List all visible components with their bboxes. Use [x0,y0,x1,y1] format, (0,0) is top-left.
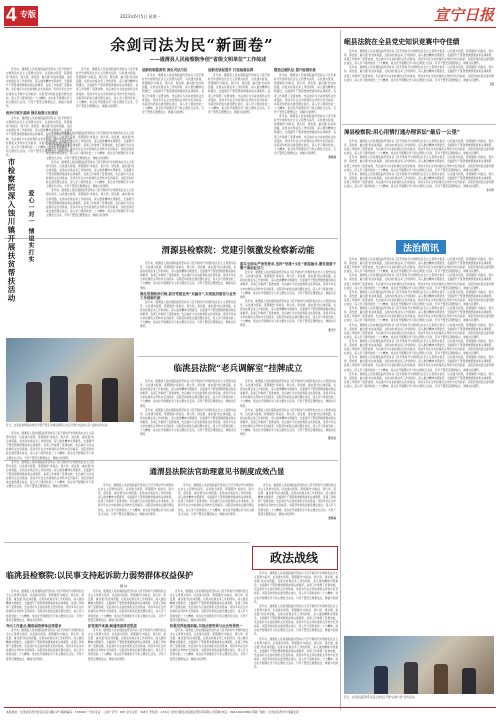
lintao-jcy-byline: 魏 林 [120,584,127,588]
tongwei-court-col-2: 近年来，通渭县人民检察院始终坚持以习近平新时代中国特色社会主义思想为指导，以党建为统领，紧紧围绕“讲政治、顾大局、谋发展、重自强”的总体思路，在抓实检察业务工作的同时，深入推进精神文明建设，全面提升干警思想道德素质和法律素养，各项工作取得了显著成效，先后被评为全省检察机关先进集体，连续多年在全市检察机关考核中名列前茅。该院坚持把政治建设摆在首位，深入学习贯彻党的二十大精神，常态化开展理论学习和主题党日活动，引导干警坚定理想信念、厚植为民情怀。 [178,484,254,516]
zhengfa-title: 政法战线 [269,551,318,565]
lintao-hang-title: 临洮县法院“老兵调解室”挂牌成立 [173,364,303,374]
lintao-hang-col-2: 近年来，通渭县人民检察院始终坚持以习近平新时代中国特色社会主义思想为指导，以党建为统领，紧紧围绕“讲政治、顾大局、谋发展、重自强”的总体思路，在抓实检察业务工作的同时，深入推进精神文明建设，全面提升干警思想道德素质和法律素养，各项工作取得了显著成效，先后被评为全省检察机关先进集体，连续多年在全市检察机关考核中名列前茅。该院坚持把政治建设摆在首位，深入学习贯彻党的二十大精神，常态化开展理论学习和主题党日活动，引导干警坚定理想信念、厚植为民情怀。 近年来，通渭县人民检察院始终坚持以习近平新时代中国特色社会主义思想为指导，以党建为统领，紧紧围绕“讲政治、顾大局、谋发展、重自强”的总体思路，在抓实检察业务工作的同时，深入推进精神文明建设，全面提升干警思想道德素质和法律素养，各项工作取得了显著成效，先后被评为全省检察机关先进集体，连续多年在全市检察机关考核中名列前茅。该院坚持把政治建设摆在首位，深入学习贯彻党的二十大精神，常态化开展理论学习和主题党日活动，引导干警坚定理想信念、厚植为民情怀。 陈丹亮 [240,380,336,441]
weiyuan-col-2: 落实全面从严治党要求,坚持“党建+文化”深度融合,激发检察干警干事创业活力 近年来，通渭县人民检察院始终坚持以习近平新时代中国特色社会主义思想为指导，以党建为统领，紧紧围绕“讲政治、顾大局、谋发展、重自强”的总体思路，在抓实检察业务工作的同时，深入推进精神文明建设，全面提升干警思想道德素质和法律素养，各项工作取得了显著成效，先后被评为全省检察机关先进集体，连续多年在全市检察机关考核中名列前茅。该院坚持把政治建设摆在首位，深入学习贯彻党的二十大精神，常态化开展理论学习和主题党日活动，引导干警坚定理想信念、厚植为民情怀。 近年来，通渭县人民检察院始终坚持以习近平新时代中国特色社会主义思想为指导，以党建为统领，紧紧围绕“讲政治、顾大局、谋发展、重自强”的总体思路，在抓实检察业务工作的同时，深入推进精神文明建设，全面提升干警思想道德素质和法律素养，各项工作取得了显著成效，先后被评为全省检察机关先进集体，连续多年在全市检察机关考核中名列前茅。该院坚持把政治建设摆在首位，深入学习贯彻党的二十大精神，常态化开展理论学习和主题党日活动，引导干警坚定理想信念、厚植为民情怀。 张宇宁 [240,262,336,332]
vertical-feature-body: 近年来，通渭县人民检察院始终坚持以习近平新时代中国特色社会主义思想为指导，以党建为统领，紧紧围绕“讲政治、顾大局、谋发展、重自强”的总体思路，在抓实检察业务工作的同时，深入推进精神文明建设，全面提升干警思想道德素质和法律素养，各项工作取得了显著成效，先后被评为全省检察机关先进集体，连续多年在全市检察机关考核中名列前茅。该院坚持把政治建设摆在首位，深入学习贯彻党的二十大精神，常态化开展理论学习和主题党日活动，引导干警坚定理想信念、厚植为民情怀。 近年来，通渭县人民检察院始终坚持以习近平新时代中国特色社会主义思想为指导，以党建为统领，紧紧围绕“讲政治、顾大局、谋发展、重自强”的总体思路，在抓实检察业务工作的同时，深入推进精神文明建设，全面提升干警思想道德素质和法律素养，各项工作取得了显著成效，先后被评为全省检察机关先进集体，连续多年在全市检察机关考核中名列前茅。该院坚持把政治建设摆在首位，深入学习贯彻党的二十大精神，常态化开展理论学习和主题党日活动，引导干警坚定理想信念、厚植为民情怀。 近年来，通渭县人民检察院始终坚持以习近平新时代中国特色社会主义思想为指导，以党建为统领，紧紧围绕“讲政治、顾大局、谋发展、重自强”的总体思路，在抓实检察业务工作的同时，深入推进精神文明建设，全面提升干警思想道德素质和法律素养，各项工作取得了显著成效，先后被评为全省检察机关先进集体，连续多年在全市检察机关考核中名列前茅。该院坚持把政治建设摆在首位，深入学习贯彻党的二十大精神，常态化开展理论学习和主题党日活动，引导干警坚定理想信念、厚植为民情怀。 [46,132,134,217]
minxian-byline: 王涛 [488,82,494,86]
bottom-photo-caption: 近日，庄浪县法院青年法官走进社区开展“法律六进”宣传活动。 [344,696,417,699]
zhengfa-col: 近年来，通渭县人民检察院始终坚持以习近平新时代中国特色社会主义思想为指导，以党建为统领，紧紧围绕“讲政治、顾大局、谋发展、重自强”的总体思路，在抓实检察业务工作的同时，深入推进精神文明建设，全面提升干警思想道德素质和法律素养，各项工作取得了显著成效，先后被评为全省检察机关先进集体，连续多年在全市检察机关考核中名列前茅。该院坚持把政治建设摆在首位，深入学习贯彻党的二十大精神，常态化开展理论学习和主题党日活动，引导干警坚定理想信念、厚植为民情怀。 近年来，通渭县人民检察院始终坚持以习近平新时代中国特色社会主义思想为指导，以党建为统领，紧紧围绕“讲政治、顾大局、谋发展、重自强”的总体思路，在抓实检察业务工作的同时，深入推进精神文明建设，全面提升干警思想道德素质和法律素养，各项工作取得了显著成效，先后被评为全省检察机关先进集体，连续多年在全市检察机关考核中名列前茅。该院坚持把政治建设摆在首位，深入学习贯彻党的二十大精神，常态化开展理论学习和主题党日活动，引导干警坚定理想信念、厚植为民情怀。 近年来，通渭县人民检察院始终坚持以习近平新时代中国特色社会主义思想为指导，以党建为统领，紧紧围绕“讲政治、顾大局、谋发展、重自强”的总体思路，在抓实检察业务工作的同时，深入推进精神文明建设，全面提升干警思想道德素质和法律素养，各项工作取得了显著成效，先后被评为全省检察机关先进集体，连续多年在全市检察机关考核中名列前茅。该院坚持把政治建设摆在首位，深入学习贯彻党的二十大精神，常态化开展理论学习和主题党日活动，引导干警坚定理想信念、厚植为民情怀。 [254,572,338,670]
weiyuan-title: 渭源县检察院：党建引领激发检察新动能 [161,246,315,256]
left-mid-body: 近年来，通渭县人民检察院始终坚持以习近平新时代中国特色社会主义思想为指导，以党建为统领，紧紧围绕“讲政治、顾大局、谋发展、重自强”的总体思路，在抓实检察业务工作的同时，深入推进精神文明建设，全面提升干警思想道德素质和法律素养，各项工作取得了显著成效，先后被评为全省检察机关先进集体，连续多年在全市检察机关考核中名列前茅。该院坚持把政治建设摆在首位，深入学习贯彻党的二十大精神，常态化开展理论学习和主题党日活动，引导干警坚定理想信念、厚植为民情怀。 近年来，通渭县人民检察院始终坚持以习近平新时代中国特色社会主义思想为指导，以党建为统领，紧紧围绕“讲政治、顾大局、谋发展、重自强”的总体思路，在抓实检察业务工作的同时，深入推进精神文明建设，全面提升干警思想道德素质和法律素养，各项工作取得了显著成效，先后被评为全省检察机关先进集体，连续多年在全市检察机关考核中名列前茅。该院坚持把政治建设摆在首位，深入学习贯彻党的二十大精神，常态化开展理论学习和主题党日活动，引导干警坚定理想信念、厚植为民情怀。 [6,432,94,489]
vertical-title-a: 市检察院深入蚀川镇开展扶贫帮扶活动 [7,158,16,303]
lintao-jcy-col-2: 近年来，通渭县人民检察院始终坚持以习近平新时代中国特色社会主义思想为指导，以党建为统领，紧紧围绕“讲政治、顾大局、谋发展、重自强”的总体思路，在抓实检察业务工作的同时，深入推进精神文明建设，全面提升干警思想道德素质和法律素养，各项工作取得了显著成效，先后被评为全省检察机关先进集体，连续多年在全市检察机关考核中名列前茅。该院坚持把政治建设摆在首位，深入学习贯彻党的二十大精神，常态化开展理论学习和主题党日活动，引导干警坚定理想信念、厚植为民情怀。 拓宽案件来源,畅通线索移送渠道 近年来，通渭县人民检察院始终坚持以习近平新时代中国特色社会主义思想为指导，以党建为统领，紧紧围绕“讲政治、顾大局、谋发展、重自强”的总体思路，在抓实检察业务工作的同时，深入推进精神文明建设，全面提升干警思想道德素质和法律素养，各项工作取得了显著成效，先后被评为全省检察机关先进集体，连续多年在全市检察机关考核中名列前茅。该院坚持把政治建设摆在首位，深入学习贯彻党的二十大精神，常态化开展理论学习和主题党日活动，引导干警坚定理想信念、厚植为民情怀。 [88,590,166,661]
zhangxian-title: 漳县检察院:用心用情打通办理诉讼“最后一公里” [344,130,461,136]
page-number: 4 [6,5,17,26]
bottom-photo [344,636,494,694]
legal-brief-title: 法治简讯 [402,244,439,254]
zhangxian-body: 近年来，通渭县人民检察院始终坚持以习近平新时代中国特色社会主义思想为指导，以党建为统领，紧紧围绕“讲政治、顾大局、谋发展、重自强”的总体思路，在抓实检察业务工作的同时，深入推进精神文明建设，全面提升干警思想道德素质和法律素养，各项工作取得了显著成效，先后被评为全省检察机关先进集体，连续多年在全市检察机关考核中名列前茅。该院坚持把政治建设摆在首位，深入学习贯彻党的二十大精神，常态化开展理论学习和主题党日活动，引导干警坚定理想信念、厚植为民情怀。 近年来，通渭县人民检察院始终坚持以习近平新时代中国特色社会主义思想为指导，以党建为统领，紧紧围绕“讲政治、顾大局、谋发展、重自强”的总体思路，在抓实检察业务工作的同时，深入推进精神文明建设，全面提升干警思想道德素质和法律素养，各项工作取得了显著成效，先后被评为全省检察机关先进集体，连续多年在全市检察机关考核中名列前茅。该院坚持把政治建设摆在首位，深入学习贯彻党的二十大精神，常态化开展理论学习和主题党日活动，引导干警坚定理想信念、厚植为民情怀。 近年来，通渭县人民检察院始终坚持以习近平新时代中国特色社会主义思想为指导，以党建为统领，紧紧围绕“讲政治、顾大局、谋发展、重自强”的总体思路，在抓实检察业务工作的同时，深入推进精神文明建设，全面提升干警思想道德素质和法律素养，各项工作取得了显著成效，先后被评为全省检察机关先进集体，连续多年在全市检察机关考核中名列前茅。该院坚持把政治建设摆在首位，深入学习贯彻党的二十大精神，常态化开展理论学习和主题党日活动，引导干警坚定理想信念、厚植为民情怀。 李小军 [344,140,494,193]
weiyuan-col-1: 近年来，通渭县人民检察院始终坚持以习近平新时代中国特色社会主义思想为指导，以党建为统领，紧紧围绕“讲政治、顾大局、谋发展、重自强”的总体思路，在抓实检察业务工作的同时，深入推进精神文明建设，全面提升干警思想道德素质和法律素养，各项工作取得了显著成效，先后被评为全省检察机关先进集体，连续多年在全市检察机关考核中名列前茅。该院坚持把政治建设摆在首位，深入学习贯彻党的二十大精神，常态化开展理论学习和主题党日活动，引导干警坚定理想信念、厚植为民情怀。 强化思想政治引领,抓好党建业务“双融合”,实现组织建设与业务工作同频共振 近年来，通渭县人民检察院始终坚持以习近平新时代中国特色社会主义思想为指导，以党建为统领，紧紧围绕“讲政治、顾大局、谋发展、重自强”的总体思路，在抓实检察业务工作的同时，深入推进精神文明建设，全面提升干警思想道德素质和法律素养，各项工作取得了显著成效，先后被评为全省检察机关先进集体，连续多年在全市检察机关考核中名列前茅。该院坚持把政治建设摆在首位，深入学习贯彻党的二十大精神，常态化开展理论学习和主题党日活动，引导干警坚定理想信念、厚植为民情怀。 [140,262,236,329]
section-name: 专版 [20,10,36,19]
issue-date: 2023年6月5日 星期一 [120,14,161,19]
lead-col-4: 创新发展促提升 打造检察品牌 近年来，通渭县人民检察院始终坚持以习近平新时代中国特色社会主义思想为指导，以党建为统领，紧紧围绕“讲政治、顾大局、谋发展、重自强”的总体思路，在抓实检察业务工作的同时，深入推进精神文明建设，全面提升干警思想道德素质和法律素养，各项工作取得了显著成效，先后被评为全省检察机关先进集体，连续多年在全市检察机关考核中名列前茅。该院坚持把政治建设摆在首位，深入学习贯彻党的二十大精神，常态化开展理论学习和主题党日活动，引导干警坚定理想信念、厚植为民情怀。 [208,68,270,114]
lintao-jcy-col-1: 近年来，通渭县人民检察院始终坚持以习近平新时代中国特色社会主义思想为指导，以党建为统领，紧紧围绕“讲政治、顾大局、谋发展、重自强”的总体思路，在抓实检察业务工作的同时，深入推进精神文明建设，全面提升干警思想道德素质和法律素养，各项工作取得了显著成效，先后被评为全省检察机关先进集体，连续多年在全市检察机关考核中名列前茅。该院坚持把政治建设摆在首位，深入学习贯彻党的二十大精神，常态化开展理论学习和主题党日活动，引导干警坚定理想信念、厚植为民情怀。 突出工作重点,聚焦弱势群体法律需求 近年来，通渭县人民检察院始终坚持以习近平新时代中国特色社会主义思想为指导，以党建为统领，紧紧围绕“讲政治、顾大局、谋发展、重自强”的总体思路，在抓实检察业务工作的同时，深入推进精神文明建设，全面提升干警思想道德素质和法律素养，各项工作取得了显著成效，先后被评为全省检察机关先进集体，连续多年在全市检察机关考核中名列前茅。该院坚持把政治建设摆在首位，深入学习贯彻党的二十大精神，常态化开展理论学习和主题党日活动，引导干警坚定理想信念、厚植为民情怀。 [6,590,84,661]
tongwei-court-col-3: 近年来，通渭县人民检察院始终坚持以习近平新时代中国特色社会主义思想为指导，以党建为统领，紧紧围绕“讲政治、顾大局、谋发展、重自强”的总体思路，在抓实检察业务工作的同时，深入推进精神文明建设，全面提升干警思想道德素质和法律素养，各项工作取得了显著成效，先后被评为全省检察机关先进集体，连续多年在全市检察机关考核中名列前茅。该院坚持把政治建设摆在首位，深入学习贯彻党的二十大精神，常态化开展理论学习和主题党日活动，引导干警坚定理想信念、厚植为民情怀。 张鸿基 [258,484,336,520]
header-rule [4,27,496,28]
divider [4,542,250,543]
vertical-title-b: 爱心一对一 情谊实打实 [27,190,34,264]
lintao-hang-col-1: 近年来，通渭县人民检察院始终坚持以习近平新时代中国特色社会主义思想为指导，以党建为统领，紧紧围绕“讲政治、顾大局、谋发展、重自强”的总体思路，在抓实检察业务工作的同时，深入推进精神文明建设，全面提升干警思想道德素质和法律素养，各项工作取得了显著成效，先后被评为全省检察机关先进集体，连续多年在全市检察机关考核中名列前茅。该院坚持把政治建设摆在首位，深入学习贯彻党的二十大精神，常态化开展理论学习和主题党日活动，引导干警坚定理想信念、厚植为民情怀。 近年来，通渭县人民检察院始终坚持以习近平新时代中国特色社会主义思想为指导，以党建为统领，紧紧围绕“讲政治、顾大局、谋发展、重自强”的总体思路，在抓实检察业务工作的同时，深入推进精神文明建设，全面提升干警思想道德素质和法律素养，各项工作取得了显著成效，先后被评为全省检察机关先进集体，连续多年在全市检察机关考核中名列前茅。该院坚持把政治建设摆在首位，深入学习贯彻党的二十大精神，常态化开展理论学习和主题党日活动，引导干警坚定理想信念、厚植为民情怀。 [140,380,236,437]
lead-col-5: 锻造过硬队伍 提升检察形象 近年来，通渭县人民检察院始终坚持以习近平新时代中国特色社会主义思想为指导，以党建为统领，紧紧围绕“讲政治、顾大局、谋发展、重自强”的总体思路，在抓实检察业务工作的同时，深入推进精神文明建设，全面提升干警思想道德素质和法律素养，各项工作取得了显著成效，先后被评为全省检察机关先进集体，连续多年在全市检察机关考核中名列前茅。该院坚持把政治建设摆在首位，深入学习贯彻党的二十大精神，常态化开展理论学习和主题党日活动，引导干警坚定理想信念、厚植为民情怀。 近年来，通渭县人民检察院始终坚持以习近平新时代中国特色社会主义思想为指导，以党建为统领，紧紧围绕“讲政治、顾大局、谋发展、重自强”的总体思路，在抓实检察业务工作的同时，深入推进精神文明建设，全面提升干警思想道德素质和法律素养，各项工作取得了显著成效，先后被评为全省检察机关先进集体，连续多年在全市检察机关考核中名列前茅。该院坚持把政治建设摆在首位，深入学习贯彻党的二十大精神，常态化开展理论学习和主题党日活动，引导干警坚定理想信念、厚植为民情怀。 张鸿基 [274,68,336,159]
minxian-body: 近年来，通渭县人民检察院始终坚持以习近平新时代中国特色社会主义思想为指导，以党建为统领，紧紧围绕“讲政治、顾大局、谋发展、重自强”的总体思路，在抓实检察业务工作的同时，深入推进精神文明建设，全面提升干警思想道德素质和法律素养，各项工作取得了显著成效，先后被评为全省检察机关先进集体，连续多年在全市检察机关考核中名列前茅。该院坚持把政治建设摆在首位，深入学习贯彻党的二十大精神，常态化开展理论学习和主题党日活动，引导干警坚定理想信念、厚植为民情怀。 近年来，通渭县人民检察院始终坚持以习近平新时代中国特色社会主义思想为指导，以党建为统领，紧紧围绕“讲政治、顾大局、谋发展、重自强”的总体思路，在抓实检察业务工作的同时，深入推进精神文明建设，全面提升干警思想道德素质和法律素养，各项工作取得了显著成效，先后被评为全省检察机关先进集体，连续多年在全市检察机关考核中名列前茅。该院坚持把政治建设摆在首位，深入学习贯彻党的二十大精神，常态化开展理论学习和主题党日活动，引导干警坚定理想信念、厚植为民情怀。 王涛 [344,50,494,86]
footer-text: 本报地址：甘肃省定西市安定区南川路11号 邮政编码：743000 广告许可证：工商广字号：003 全年定价：348元 零售价：1.50元 甘肃日报报业集团定西印务有限公司印刷 电话：0932-8213086 印刷厂地址：甘肃省定西市中华路北段 [6,710,299,714]
tongwei-court-col-1: 近年来，通渭县人民检察院始终坚持以习近平新时代中国特色社会主义思想为指导，以党建为统领，紧紧围绕“讲政治、顾大局、谋发展、重自强”的总体思路，在抓实检察业务工作的同时，深入推进精神文明建设，全面提升干警思想道德素质和法律素养，各项工作取得了显著成效，先后被评为全省检察机关先进集体，连续多年在全市检察机关考核中名列前茅。该院坚持把政治建设摆在首位，深入学习贯彻党的二十大精神，常态化开展理论学习和主题党日活动，引导干警坚定理想信念、厚植为民情怀。 [98,484,174,516]
lead-col-3: 创新机制提质效 深化司法为民 近年来，通渭县人民检察院始终坚持以习近平新时代中国特色社会主义思想为指导，以党建为统领，紧紧围绕“讲政治、顾大局、谋发展、重自强”的总体思路，在抓实检察业务工作的同时，深入推进精神文明建设，全面提升干警思想道德素质和法律素养，各项工作取得了显著成效，先后被评为全省检察机关先进集体，连续多年在全市检察机关考核中名列前茅。该院坚持把政治建设摆在首位，深入学习贯彻党的二十大精神，常态化开展理论学习和主题党日活动，引导干警坚定理想信念、厚植为民情怀。 [142,68,204,114]
lintao-jcy-col-3: 近年来，通渭县人民检察院始终坚持以习近平新时代中国特色社会主义思想为指导，以党建为统领，紧紧围绕“讲政治、顾大局、谋发展、重自强”的总体思路，在抓实检察业务工作的同时，深入推进精神文明建设，全面提升干警思想道德素质和法律素养，各项工作取得了显著成效，先后被评为全省检察机关先进集体，连续多年在全市检察机关考核中名列前茅。该院坚持把政治建设摆在首位，深入学习贯彻党的二十大精神，常态化开展理论学习和主题党日活动，引导干警坚定理想信念、厚植为民情怀。 积极发挥检察职能,实现法律效果与社会效果统一 近年来，通渭县人民检察院始终坚持以习近平新时代中国特色社会主义思想为指导，以党建为统领，紧紧围绕“讲政治、顾大局、谋发展、重自强”的总体思路，在抓实检察业务工作的同时，深入推进精神文明建设，全面提升干警思想道德素质和法律素养，各项工作取得了显著成效，先后被评为全省检察机关先进集体，连续多年在全市检察机关考核中名列前茅。该院坚持把政治建设摆在首位，深入学习贯彻党的二十大精神，常态化开展理论学习和主题党日活动，引导干警坚定理想信念、厚植为民情怀。 [170,590,248,661]
lead-col-2: 近年来，通渭县人民检察院始终坚持以习近平新时代中国特色社会主义思想为指导，以党建为统领，紧紧围绕“讲政治、顾大局、谋发展、重自强”的总体思路，在抓实检察业务工作的同时，深入推进精神文明建设，全面提升干警思想道德素质和法律素养，各项工作取得了显著成效，先后被评为全省检察机关先进集体，连续多年在全市检察机关考核中名列前茅。该院坚持把政治建设摆在首位，深入学习贯彻党的二十大精神，常态化开展理论学习和主题党日活动，引导干警坚定理想信念、厚植为民情怀。 [76,68,138,108]
tongwei-court-byline: 张鸿基 [328,516,336,520]
lintao-jcy-title: 临洮县检察院:以民事支持起诉助力弱势群体权益保护 [6,570,193,580]
footer-rule [4,707,496,708]
lintao-hang-byline: 陈丹亮 [328,437,336,441]
divider [342,124,496,125]
lead-byline: 张鸿基 [328,155,336,159]
feature-photo [6,338,134,422]
lead-col-1: 近年来，通渭县人民检察院始终坚持以习近平新时代中国特色社会主义思想为指导，以党建为统领，紧紧围绕“讲政治、顾大局、谋发展、重自强”的总体思路，在抓实检察业务工作的同时，深入推进精神文明建设，全面提升干警思想道德素质和法律素养，各项工作取得了显著成效，先后被评为全省检察机关先进集体，连续多年在全市检察机关考核中名列前茅。该院坚持把政治建设摆在首位，深入学习贯彻党的二十大精神，常态化开展理论学习和主题党日活动，引导干警坚定理想信念、厚植为民情怀。 政治引领夯基础 强化检察文化建设 近年来，通渭县人民检察院始终坚持以习近平新时代中国特色社会主义思想为指导，以党建为统领，紧紧围绕“讲政治、顾大局、谋发展、重自强”的总体思路，在抓实检察业务工作的同时，深入推进精神文明建设，全面提升干警思想道德素质和法律素养，各项工作取得了显著成效，先后被评为全省检察机关先进集体，连续多年在全市检察机关考核中名列前茅。该院坚持把政治建设摆在首位，深入学习贯彻党的二十大精神，常态化开展理论学习和主题党日活动，引导干警坚定理想信念、厚植为民情怀。 [6,68,72,157]
zhangxian-byline: 李小军 [486,189,494,193]
lead-subtitle: ——通渭县人民检察院争创“省级文明单位”工作综述 [149,57,267,63]
minxian-title: 岷县法院在全县党史知识竞赛中夺佳绩 [344,38,460,46]
divider [138,356,338,357]
lead-title: 余剑司法为民“新画卷” [110,36,274,54]
feature-photo-caption: 近日，庄浪县检察院检察长带领干警走进漳县遮阳山片区开展“送法进山区”法律宣传活动。 [6,424,110,427]
masthead: 宣宁日报 [433,6,494,24]
weiyuan-byline: 张宇宁 [328,328,336,332]
tongwei-court-title: 通渭县法院法官助理意见书制度成效凸显 [149,467,285,476]
col-divider [340,30,341,710]
legal-brief-body: 近年来，通渭县人民检察院始终坚持以习近平新时代中国特色社会主义思想为指导，以党建为统领，紧紧围绕“讲政治、顾大局、谋发展、重自强”的总体思路，在抓实检察业务工作的同时，深入推进精神文明建设，全面提升干警思想道德素质和法律素养，各项工作取得了显著成效，先后被评为全省检察机关先进集体，连续多年在全市检察机关考核中名列前茅。该院坚持把政治建设摆在首位，深入学习贯彻党的二十大精神，常态化开展理论学习和主题党日活动，引导干警坚定理想信念、厚植为民情怀。 近年来，通渭县人民检察院始终坚持以习近平新时代中国特色社会主义思想为指导，以党建为统领，紧紧围绕“讲政治、顾大局、谋发展、重自强”的总体思路，在抓实检察业务工作的同时，深入推进精神文明建设，全面提升干警思想道德素质和法律素养，各项工作取得了显著成效，先后被评为全省检察机关先进集体，连续多年在全市检察机关考核中名列前茅。该院坚持把政治建设摆在首位，深入学习贯彻党的二十大精神，常态化开展理论学习和主题党日活动，引导干警坚定理想信念、厚植为民情怀。 近年来，通渭县人民检察院始终坚持以习近平新时代中国特色社会主义思想为指导，以党建为统领，紧紧围绕“讲政治、顾大局、谋发展、重自强”的总体思路，在抓实检察业务工作的同时，深入推进精神文明建设，全面提升干警思想道德素质和法律素养，各项工作取得了显著成效，先后被评为全省检察机关先进集体，连续多年在全市检察机关考核中名列前茅。该院坚持把政治建设摆在首位，深入学习贯彻党的二十大精神，常态化开展理论学习和主题党日活动，引导干警坚定理想信念、厚植为民情怀。 近年来，通渭县人民检察院始终坚持以习近平新时代中国特色社会主义思想为指导，以党建为统领，紧紧围绕“讲政治、顾大局、谋发展、重自强”的总体思路，在抓实检察业务工作的同时，深入推进精神文明建设，全面提升干警思想道德素质和法律素养，各项工作取得了显著成效，先后被评为全省检察机关先进集体，连续多年在全市检察机关考核中名列前茅。该院坚持把政治建设摆在首位，深入学习贯彻党的二十大精神，常态化开展理论学习和主题党日活动，引导干警坚定理想信念、厚植为民情怀。 近年来，通渭县人民检察院始终坚持以习近平新时代中国特色社会主义思想为指导，以党建为统领，紧紧围绕“讲政治、顾大局、谋发展、重自强”的总体思路，在抓实检察业务工作的同时，深入推进精神文明建设，全面提升干警思想道德素质和法律素养，各项工作取得了显著成效，先后被评为全省检察机关先进集体，连续多年在全市检察机关考核中名列前茅。该院坚持把政治建设摆在首位，深入学习贯彻党的二十大精神，常态化开展理论学习和主题党日活动，引导干警坚定理想信念、厚植为民情怀。 近年来，通渭县人民检察院始终坚持以习近平新时代中国特色社会主义思想为指导，以党建为统领，紧紧围绕“讲政治、顾大局、谋发展、重自强”的总体思路，在抓实检察业务工作的同时，深入推进精神文明建设，全面提升干警思想道德素质和法律素养，各项工作取得了显著成效，先后被评为全省检察机关先进集体，连续多年在全市检察机关考核中名列前茅。该院坚持把政治建设摆在首位，深入学习贯彻党的二十大精神，常态化开展理论学习和主题党日活动，引导干警坚定理想信念、厚植为民情怀。 近年来，通渭县人民检察院始终坚持以习近平新时代中国特色社会主义思想为指导，以党建为统领，紧紧围绕“讲政治、顾大局、谋发展、重自强”的总体思路，在抓实检察业务工作的同时，深入推进精神文明建设，全面提升干警思想道德素质和法律素养，各项工作取得了显著成效，先后被评为全省检察机关先进集体，连续多年在全市检察机关考核中名列前茅。该院坚持把政治建设摆在首位，深入学习贯彻党的二十大精神，常态化开展理论学习和主题党日活动，引导干警坚定理想信念、厚植为民情怀。 近年来，通渭县人民检察院始终坚持以习近平新时代中国特色社会主义思想为指导，以党建为统领，紧紧围绕“讲政治、顾大局、谋发展、重自强”的总体思路，在抓实检察业务工作的同时，深入推进精神文明建设，全面提升干警思想道德素质和法律素养，各项工作取得了显著成效，先后被评为全省检察机关先进集体，连续多年在全市检察机关考核中名列前茅。该院坚持把政治建设摆在首位，深入学习贯彻党的二十大精神，常态化开展理论学习和主题党日活动，引导干警坚定理想信念、厚植为民情怀。 [344,258,494,388]
